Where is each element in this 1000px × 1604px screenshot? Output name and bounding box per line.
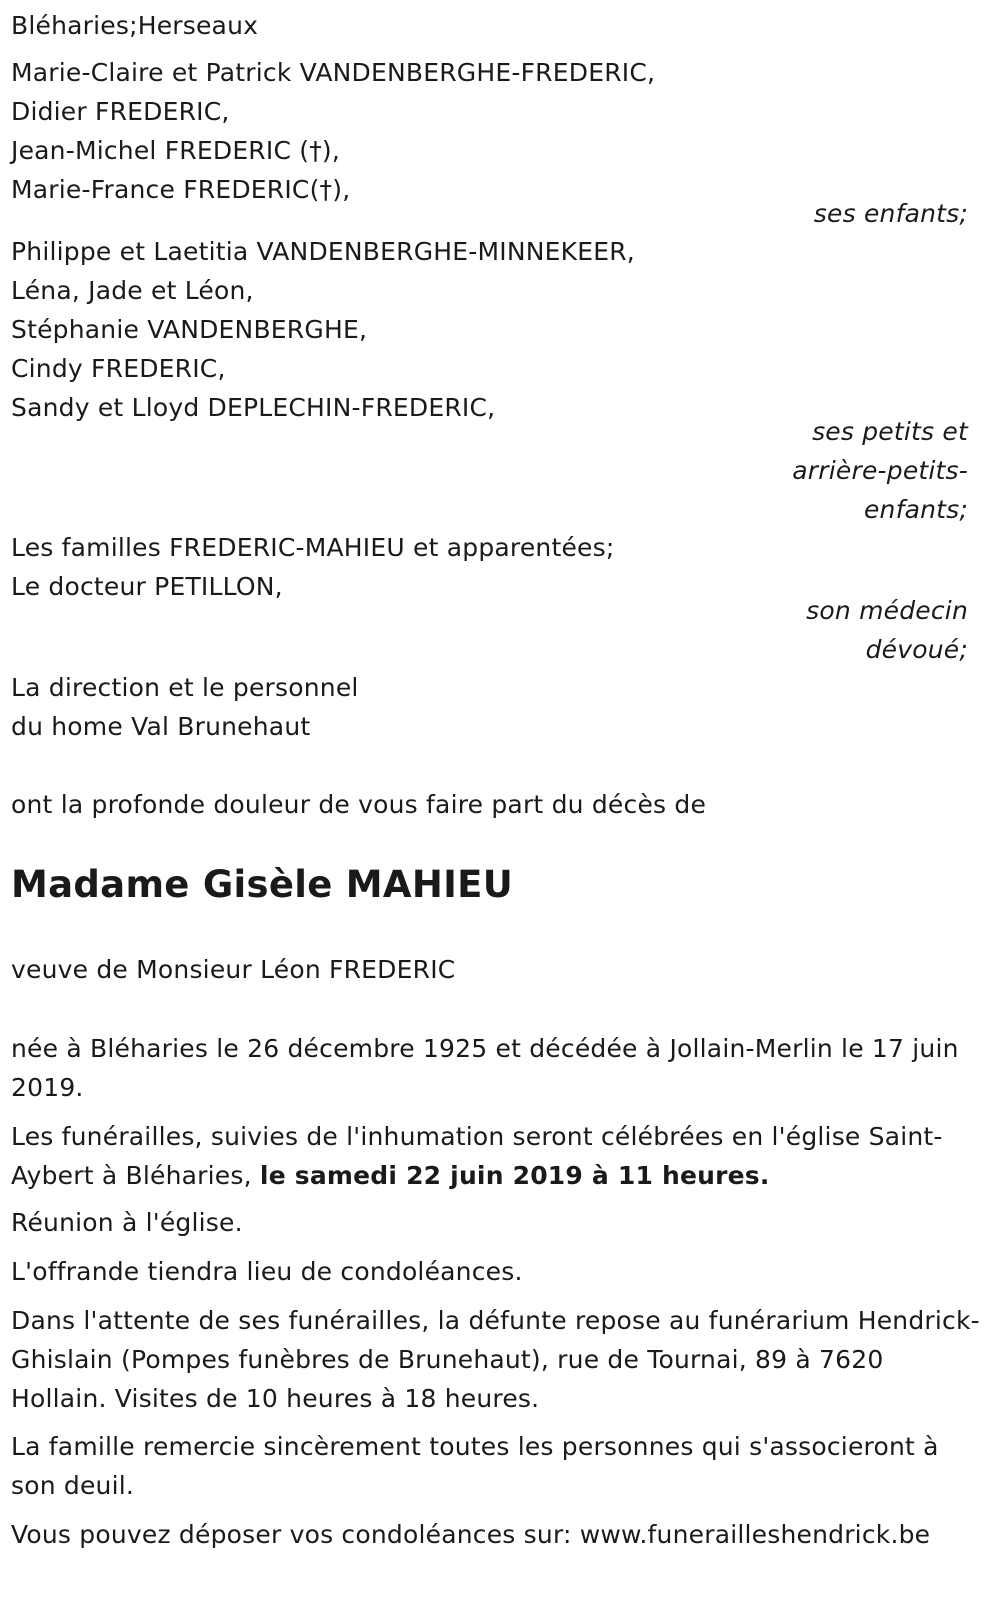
home-line: La direction et le personnel bbox=[11, 673, 359, 702]
deceased-name: Madame Gisèle MAHIEU bbox=[11, 863, 514, 906]
funeral-text: Les funérailles, suivies de l'inhumation seront célébrées en l'église Saint-Aybert à Bléharies, bbox=[11, 1122, 943, 1190]
grandchild-line: Sandy et Lloyd DEPLECHIN-FREDERIC, bbox=[11, 393, 496, 422]
child-line: Didier FREDERIC, bbox=[11, 97, 230, 126]
doctor-role: dévoué; bbox=[865, 635, 968, 664]
doctor-line: Le docteur PETILLON, bbox=[11, 572, 283, 601]
widow-of-text: veuve de Monsieur Léon FREDERIC bbox=[11, 955, 456, 984]
funeral-paragraph bbox=[11, 1117, 986, 1195]
family-line: Les familles FREDERIC-MAHIEU et apparentées; bbox=[11, 533, 615, 562]
birth-death-paragraph: née à Bléharies le 26 décembre 1925 et décédée à Jollain-Merlin le 17 juin 2019. bbox=[11, 1034, 959, 1102]
location-header: Bléharies;Herseaux bbox=[11, 11, 259, 40]
child-line: Marie-Claire et Patrick VANDENBERGHE-FREDERIC, bbox=[11, 58, 656, 87]
meeting-paragraph: Réunion à l'église. bbox=[11, 1208, 243, 1237]
grandchild-line: Léna, Jade et Léon, bbox=[11, 276, 254, 305]
funeral-datetime: le samedi 22 juin 2019 à 11 heures. bbox=[259, 1161, 770, 1190]
offering-paragraph: L'offrande tiendra lieu de condoléances. bbox=[11, 1257, 523, 1286]
condolences-paragraph: Vous pouvez déposer vos condoléances sur: www.funerailleshendrick.be bbox=[11, 1520, 931, 1549]
grandchild-line: Cindy FREDERIC, bbox=[11, 354, 226, 383]
child-line: Marie-France FREDERIC(†), bbox=[11, 175, 351, 204]
grandchild-line: Philippe et Laetitia VANDENBERGHE-MINNEKEER, bbox=[11, 237, 635, 266]
doctor-role: son médecin bbox=[806, 596, 968, 625]
grandchildren-role: ses petits et bbox=[812, 417, 968, 446]
repose-paragraph: Dans l'attente de ses funérailles, la défunte repose au funérarium Hendrick-Ghislain (Pompes funèbres de Brunehaut), rue de Tournai, 89 à 7620 Hollain. Visites de 10 heures à 18 heures. bbox=[11, 1306, 980, 1413]
home-line: du home Val Brunehaut bbox=[11, 712, 311, 741]
grandchild-line: Stéphanie VANDENBERGHE, bbox=[11, 315, 368, 344]
announcement-text: ont la profonde douleur de vous faire part du décès de bbox=[11, 790, 707, 819]
grandchildren-role: arrière-petits- bbox=[792, 456, 968, 485]
child-line: Jean-Michel FREDERIC (†), bbox=[11, 136, 341, 165]
children-role: ses enfants; bbox=[813, 199, 968, 228]
thanks-paragraph: La famille remercie sincèrement toutes les personnes qui s'associeront à son deuil. bbox=[11, 1432, 939, 1500]
grandchildren-role: enfants; bbox=[863, 495, 968, 524]
